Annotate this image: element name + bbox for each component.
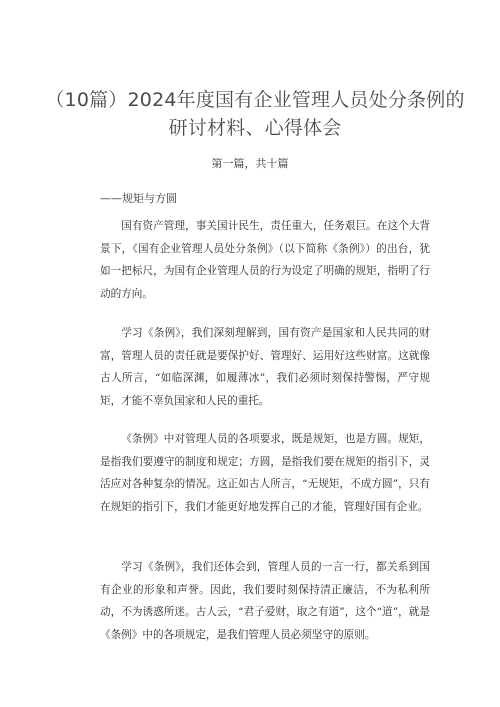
paragraph: 国有资产管理，事关国计民生，责任重大，任务艰巨。在这个大背景下，《国有企业管理人员处分条例》（以下简称《条例》）的出台，犹如一把标尺，为国有企业管理人员的行为设定了明确的规矩，指明了行动的方向。 (100, 220, 430, 300)
section-heading: 第一篇，共十篇 (211, 157, 289, 170)
paragraph: 学习《条例》，我们深刻理解到，国有资产是国家和人民共同的财富，管理人员的责任就是要保护好、管理好、运用好这些财富。这就像古人所言，“如临深渊，如履薄冰”，我们必须时刻保持警惕，严守规矩，才能不辜负国家和人民的重托。 (100, 327, 430, 407)
document-title: （10篇）2024年度国有企业管理人员处分条例的研讨材料、心得体会 (45, 89, 465, 139)
paragraph: 《条例》中对管理人员的各项要求，既是规矩，也是方圆。规矩，是指我们要遵守的制度和规定；方圆，是指我们要在规矩的指引下，灵活应对各种复杂的情况。这正如古人所言，“无规矩，不成方圆”，只有在规矩的指引下，我们才能更好地发挥自己的才能，管理好国有企业。 (100, 433, 430, 513)
paragraph: 学习《条例》，我们还体会到，管理人员的一言一行，都关系到国有企业的形象和声誉。因此，我们要时刻保持清正廉洁，不为私利所动，不为诱惑所迷。古人云，“君子爱财，取之有道”，这个“道”，就是《条例》中的各项规定，是我们管理人员必须坚守的原则。 (100, 561, 430, 641)
lead-line: ——规矩与方圆 (100, 192, 177, 205)
